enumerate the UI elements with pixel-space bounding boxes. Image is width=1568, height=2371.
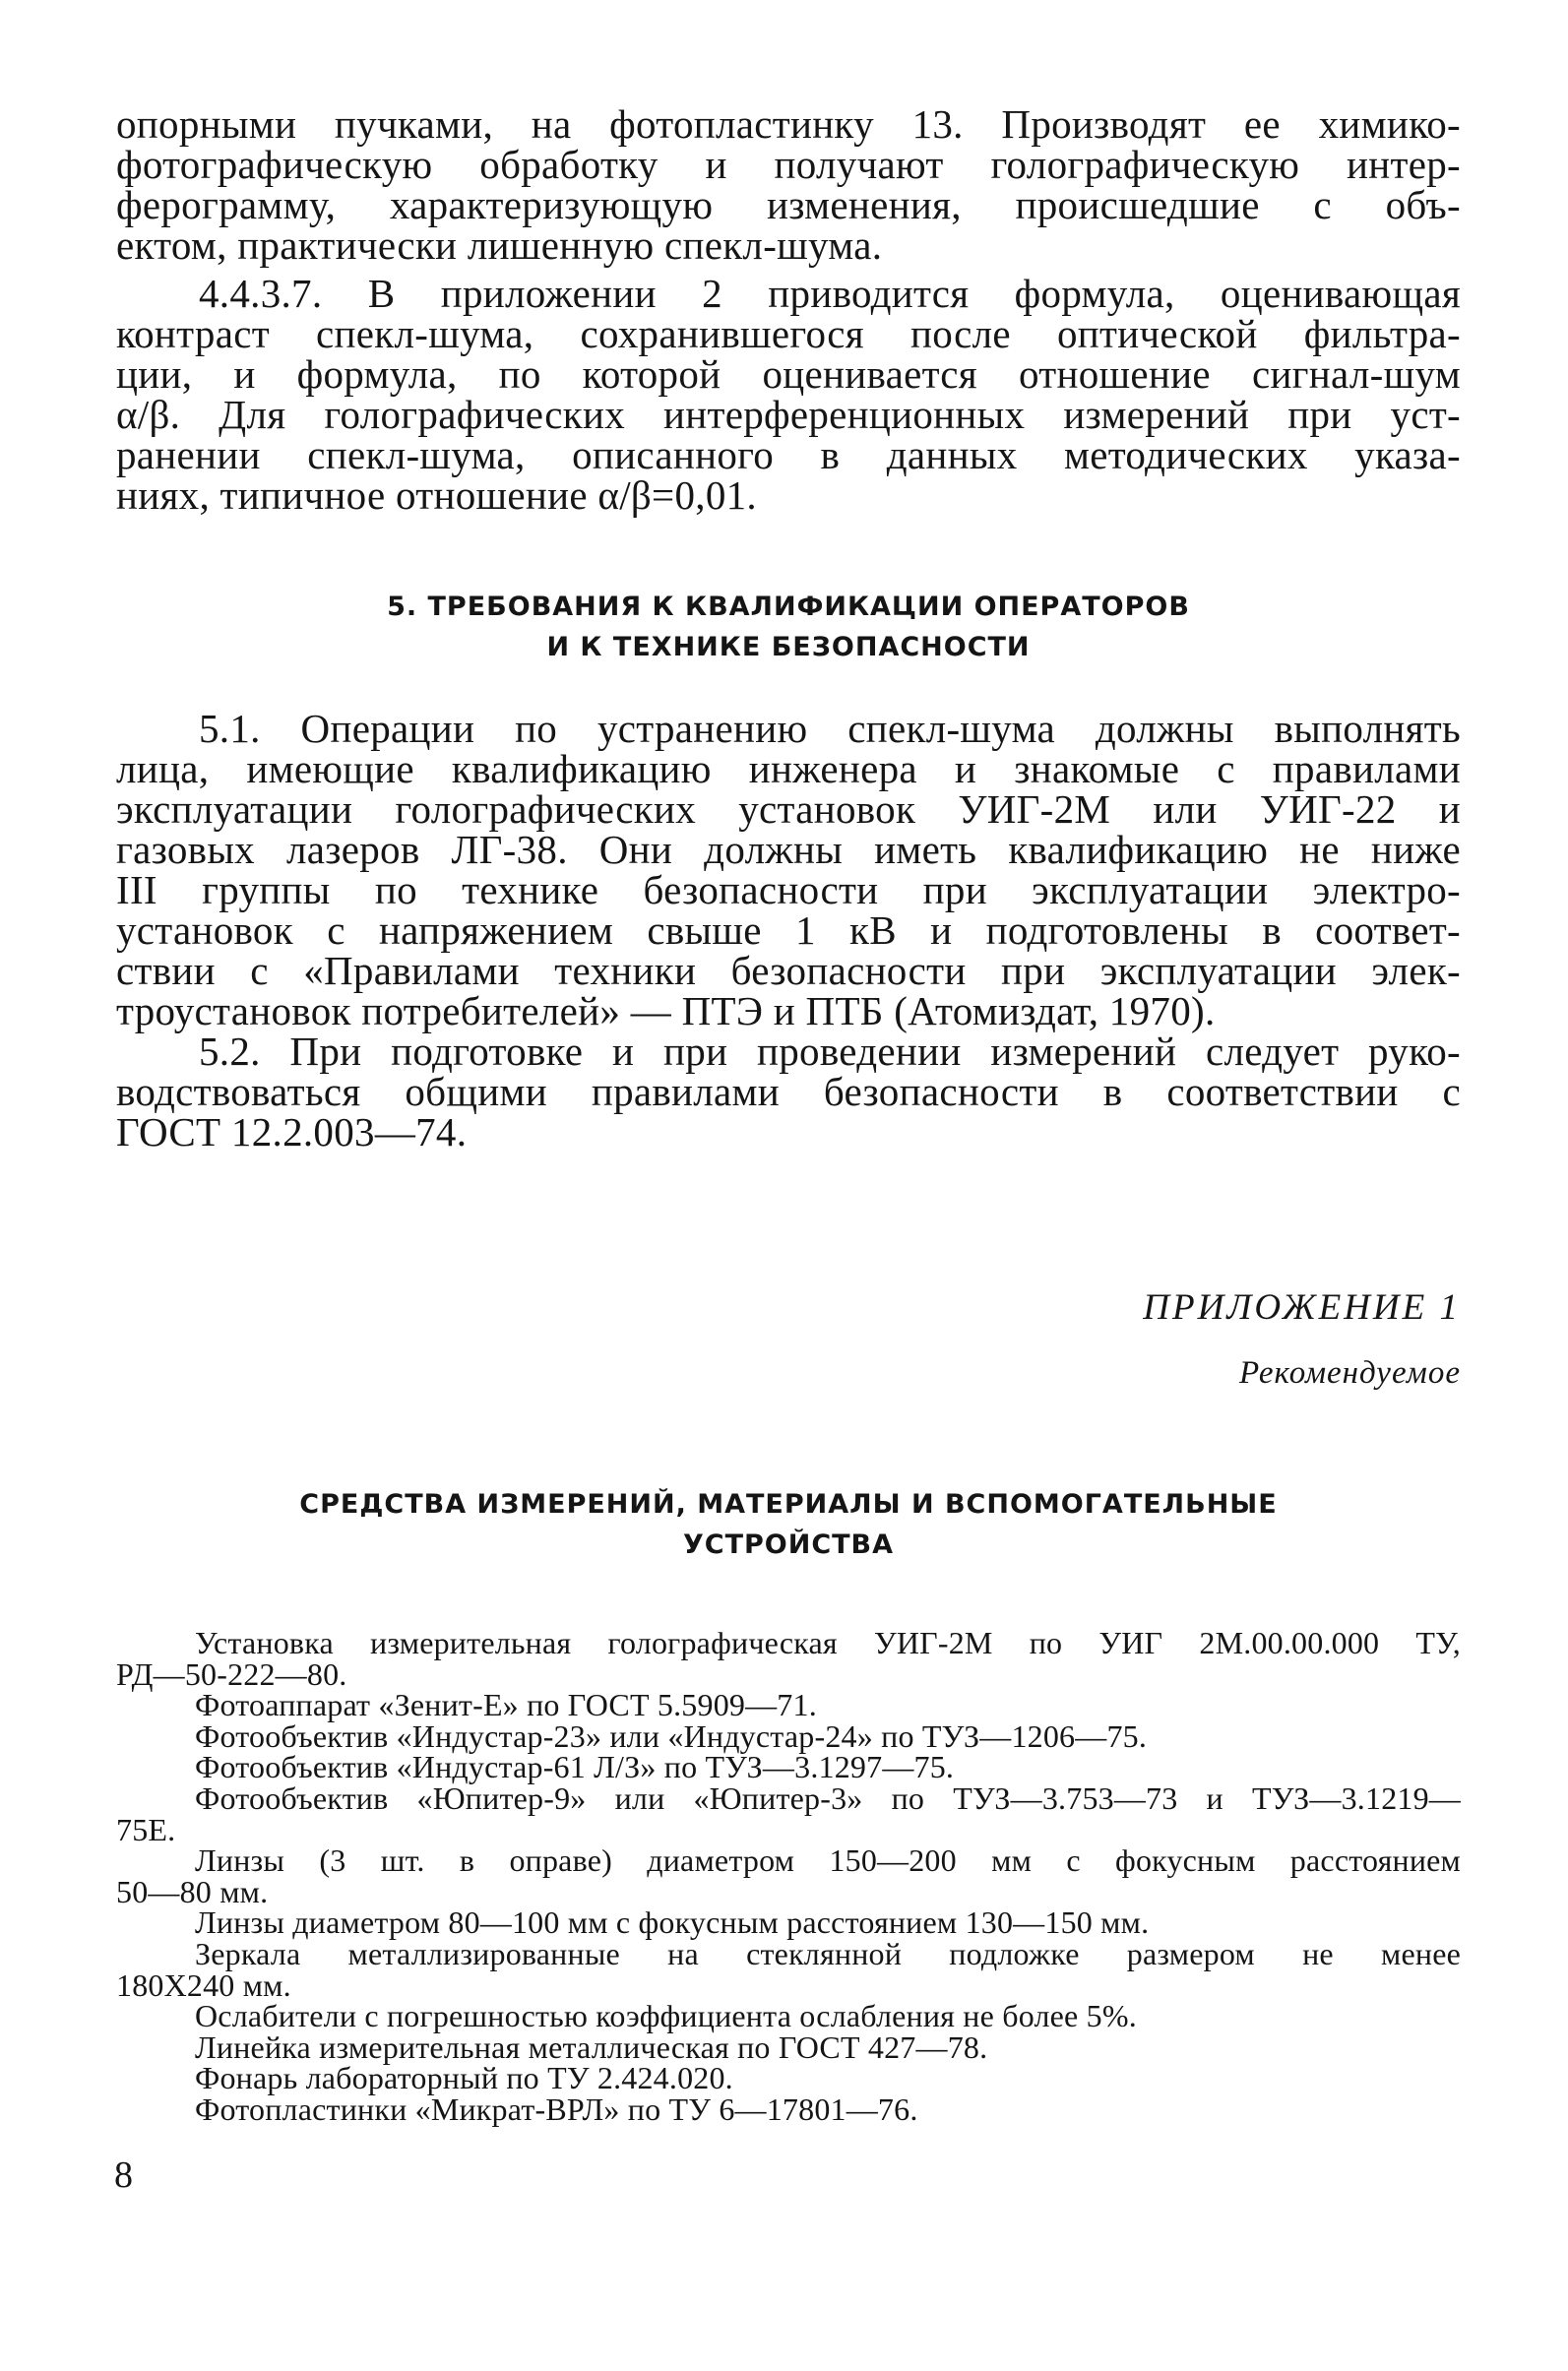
text-line: ферограмму, характеризующую изменения, происшедшие с объ- — [116, 182, 1461, 227]
list-item: Линзы (3 шт. в оправе) диаметром 150—200 мм с фокусным расстоянием — [195, 1842, 1461, 1879]
text-line: опорными пучками, на фотопластинку 13. Производят ее химико- — [116, 101, 1461, 147]
text-line: водствоваться общими правилами безопасности в соответствии с — [116, 1069, 1461, 1114]
page-number: 8 — [114, 2154, 133, 2196]
text-line: ствии с «Правилами техники безопасности при эксплуатации элек- — [116, 948, 1461, 993]
paragraph-continuation — [116, 101, 1461, 268]
heading-line: УСТРОЙСТВА — [682, 1529, 895, 1560]
equipment-list — [116, 1625, 1461, 2127]
appendix-heading — [116, 1484, 1461, 1565]
list-item: Зеркала металлизированные на стеклянной подложке размером не менее — [195, 1935, 1461, 1971]
list-item: Установка измерительная голографическая УИГ-2М по УИГ 2М.00.00.000 ТУ, — [195, 1625, 1461, 1660]
text-line: установок с напряжением свыше 1 кВ и подготовлены в соответ- — [116, 907, 1461, 953]
list-item: Фотообъектив «Индустар-61 Л/З» по ТУЗ—3.1297—75. — [195, 1749, 955, 1785]
list-item: 75Е. — [116, 1811, 176, 1847]
heading-line: И К ТЕХНИКЕ БЕЗОПАСНОСТИ — [546, 632, 1031, 662]
text-line: фотографическую обработку и получают голографическую интер- — [116, 142, 1461, 187]
list-item: 50—80 мм. — [116, 1873, 269, 1909]
list-item: РД—50-222—80. — [116, 1655, 347, 1692]
text-line: троустановок потребителей» — ПТЭ и ПТБ (Атомиздат, 1970). — [116, 988, 1216, 1033]
text-line: III группы по технике безопасности при эксплуатации электро- — [116, 867, 1461, 912]
text-line: ниях, типичное отношение α/β=0,01. — [116, 472, 757, 518]
heading-line: 5. ТРЕБОВАНИЯ К КВАЛИФИКАЦИИ ОПЕРАТОРОВ — [387, 592, 1190, 622]
paragraph-5-2 — [116, 1031, 1461, 1153]
text-line: α/β. Для голографических интерференционных измерений при уст- — [116, 392, 1461, 437]
heading-line: СРЕДСТВА ИЗМЕРЕНИЙ, МАТЕРИАЛЫ И ВСПОМОГАТЕЛЬНЫЕ — [299, 1489, 1278, 1520]
text-line: ции, и формула, по которой оценивается отношение сигнал-шум — [116, 351, 1461, 397]
list-item: Фотообъектив «Индустар-23» или «Индустар-24» по ТУЗ—1206—75. — [195, 1717, 1148, 1754]
paragraph-4-4-3-7 — [116, 271, 1461, 518]
text-line: ранении спекл-шума, описанного в данных методических указа- — [116, 432, 1461, 477]
appendix-label — [1043, 1285, 1461, 1396]
section-5-heading — [116, 587, 1461, 667]
text-line: газовых лазеров ЛГ-38. Они должны иметь квалификацию не ниже — [116, 827, 1461, 872]
list-item: Ослабители с погрешностью коэффициента ослабления не более 5%. — [195, 1998, 1137, 2034]
text-line: лица, имеющие квалификацию инженера и знакомые с правилами — [116, 746, 1461, 791]
list-item: Фонарь лабораторный по ТУ 2.424.020. — [195, 2060, 733, 2096]
list-item: Фотоаппарат «Зенит-Е» по ГОСТ 5.5909—71. — [195, 1687, 817, 1723]
text-line: ГОСТ 12.2.003—74. — [116, 1109, 468, 1154]
text-line: 5.1. Операции по устранению спекл-шума должны выполнять — [199, 706, 1461, 751]
list-item: Линейка измерительная металлическая по ГОСТ 427—78. — [195, 2028, 988, 2065]
text-line: эксплуатации голографических установок УИГ-2М или УИГ-22 и — [116, 786, 1461, 832]
appendix-title: ПРИЛОЖЕНИЕ 1 — [1143, 1287, 1461, 1328]
list-item: Фотопластинки «Микрат-ВРЛ» по ТУ 6—17801—76. — [195, 2090, 918, 2127]
appendix-subtitle: Рекомендуемое — [1238, 1355, 1461, 1391]
text-line: 4.4.3.7. В приложении 2 приводится формула, оценивающая — [199, 271, 1461, 316]
paragraph-5-1 — [116, 706, 1461, 1033]
text-line: ектом, практически лишенную спекл-шума. — [116, 222, 883, 268]
list-item: 180Х240 мм. — [116, 1966, 291, 2003]
list-item: Фотообъектив «Юпитер-9» или «Юпитер-3» по ТУЗ—3.753—73 и ТУЗ—3.1219— — [195, 1779, 1461, 1816]
list-item: Линзы диаметром 80—100 мм с фокусным расстоянием 130—150 мм. — [195, 1904, 1150, 1941]
text-line: 5.2. При подготовке и при проведении измерений следует руко- — [199, 1029, 1461, 1074]
text-line: контраст спекл-шума, сохранившегося после оптической фильтра- — [116, 311, 1461, 356]
